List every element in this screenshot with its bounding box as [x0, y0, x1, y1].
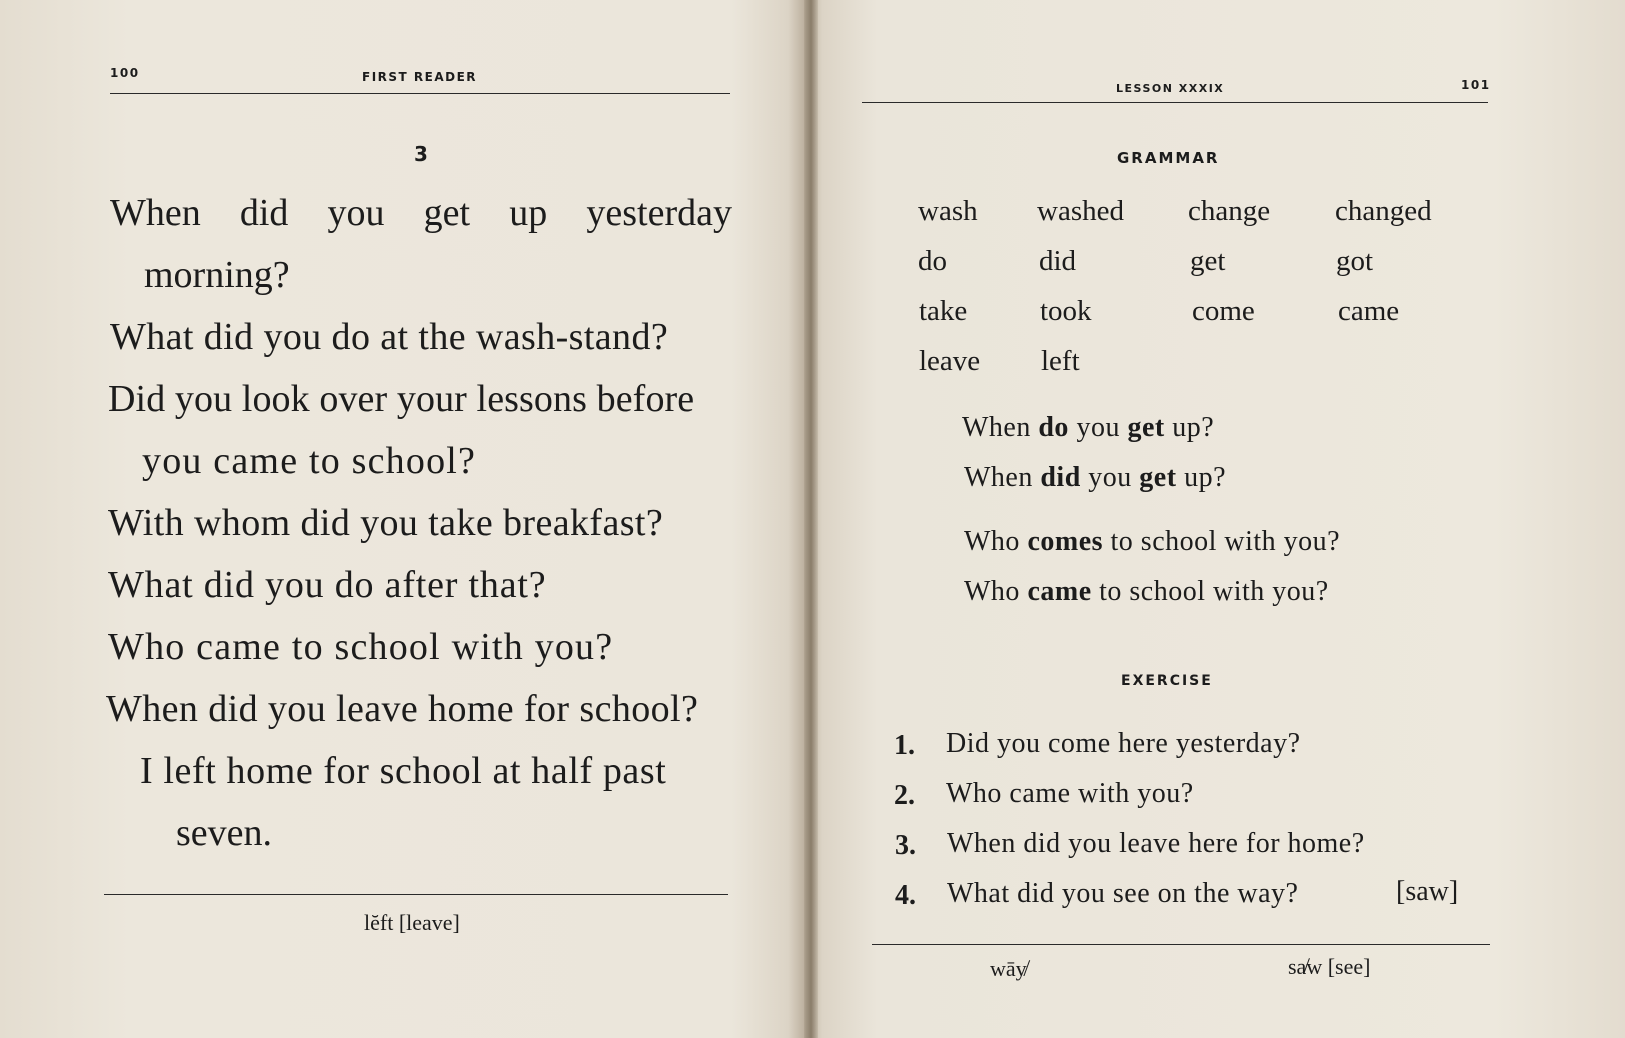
sentence-text: to school with you?: [1091, 576, 1329, 607]
running-title-left: FIRST READER: [362, 70, 478, 84]
vocabulary-footnote-right-2: sa̸w [see]: [1288, 954, 1371, 979]
exercise-heading: EXERCISE: [1121, 673, 1213, 689]
header-rule-right: [862, 102, 1488, 103]
word: When: [110, 192, 201, 234]
text-line-1: [110, 194, 732, 232]
text-line-8: Who came to school with you?: [108, 626, 614, 668]
grammar-word: washed: [1037, 195, 1124, 227]
exercise-number: 1.: [894, 730, 915, 761]
exercise-number: 2.: [894, 780, 915, 811]
grammar-word: get: [1190, 245, 1226, 277]
grammar-sentence-3: [964, 528, 1340, 556]
right-page: [818, 0, 1625, 1038]
grammar-word: take: [919, 295, 968, 327]
sentence-text: When: [962, 412, 1039, 443]
text-line-5: you came to school?: [142, 440, 477, 482]
sentence-text: you: [1068, 412, 1128, 443]
page-number-left: 100: [110, 66, 140, 80]
footer-rule-left: [104, 894, 728, 895]
header-rule-left: [110, 93, 730, 94]
text-line-7: What did you do after that?: [108, 564, 547, 606]
left-page: [0, 0, 810, 1038]
sentence-text: When: [964, 462, 1041, 493]
word: get: [423, 192, 471, 234]
section-number: 3: [414, 142, 428, 166]
sentence-bold-word: comes: [1027, 526, 1104, 557]
grammar-word: left: [1041, 345, 1080, 377]
grammar-heading: GRAMMAR: [1117, 149, 1220, 167]
grammar-sentence-2: [964, 464, 1226, 492]
grammar-word: took: [1040, 295, 1092, 327]
exercise-hint: [saw]: [1396, 876, 1459, 907]
exercise-question: When did you leave here for home?: [947, 828, 1365, 859]
sentence-text: up?: [1176, 462, 1226, 493]
grammar-word: leave: [919, 345, 981, 377]
word: up: [509, 192, 548, 234]
grammar-word: changed: [1335, 195, 1432, 227]
exercise-question: Who came with you?: [946, 778, 1194, 809]
sentence-bold-word: do: [1038, 412, 1069, 443]
grammar-word: change: [1188, 195, 1271, 227]
footer-rule-right: [872, 944, 1490, 945]
text-line-10: I left home for school at half past: [140, 750, 667, 792]
vocabulary-footnote-left: lĕft [leave]: [364, 910, 460, 935]
word: you: [327, 192, 385, 234]
exercise-question: What did you see on the way?: [947, 878, 1299, 909]
running-title-right: LESSON XXXIX: [1116, 82, 1225, 95]
sentence-text: up?: [1164, 412, 1215, 443]
grammar-word: came: [1338, 295, 1400, 327]
grammar-word: did: [1039, 245, 1077, 277]
word: did: [239, 192, 289, 234]
page-number-right: 101: [1461, 78, 1491, 92]
sentence-bold-word: came: [1027, 576, 1092, 607]
exercise-question: Did you come here yesterday?: [946, 728, 1301, 759]
text-line-6: With whom did you take breakfast?: [108, 502, 664, 544]
sentence-bold-word: get: [1127, 412, 1165, 443]
grammar-sentence-4: [964, 578, 1329, 606]
word: yesterday: [586, 192, 732, 234]
text-line-2: morning?: [144, 254, 290, 296]
grammar-word: wash: [918, 195, 978, 227]
sentence-text: Who: [964, 526, 1028, 557]
exercise-number: 3.: [895, 830, 916, 861]
exercise-number: 4.: [895, 880, 916, 911]
sentence-bold-word: get: [1139, 462, 1177, 493]
grammar-word: do: [918, 245, 947, 277]
text-line-3: What did you do at the wash-stand?: [110, 316, 669, 358]
sentence-text: to school with you?: [1103, 526, 1341, 557]
grammar-word: come: [1192, 295, 1255, 327]
sentence-text: you: [1080, 462, 1140, 493]
text-line-4: Did you look over your lessons before: [108, 378, 695, 420]
grammar-word: got: [1336, 245, 1374, 277]
text-line-11: seven.: [176, 812, 273, 854]
grammar-sentence-1: [962, 414, 1214, 442]
text-line-9: When did you leave home for school?: [106, 688, 699, 730]
sentence-bold-word: did: [1040, 462, 1081, 493]
sentence-text: Who: [964, 576, 1028, 607]
vocabulary-footnote-right-1: wāy̸: [990, 956, 1027, 981]
